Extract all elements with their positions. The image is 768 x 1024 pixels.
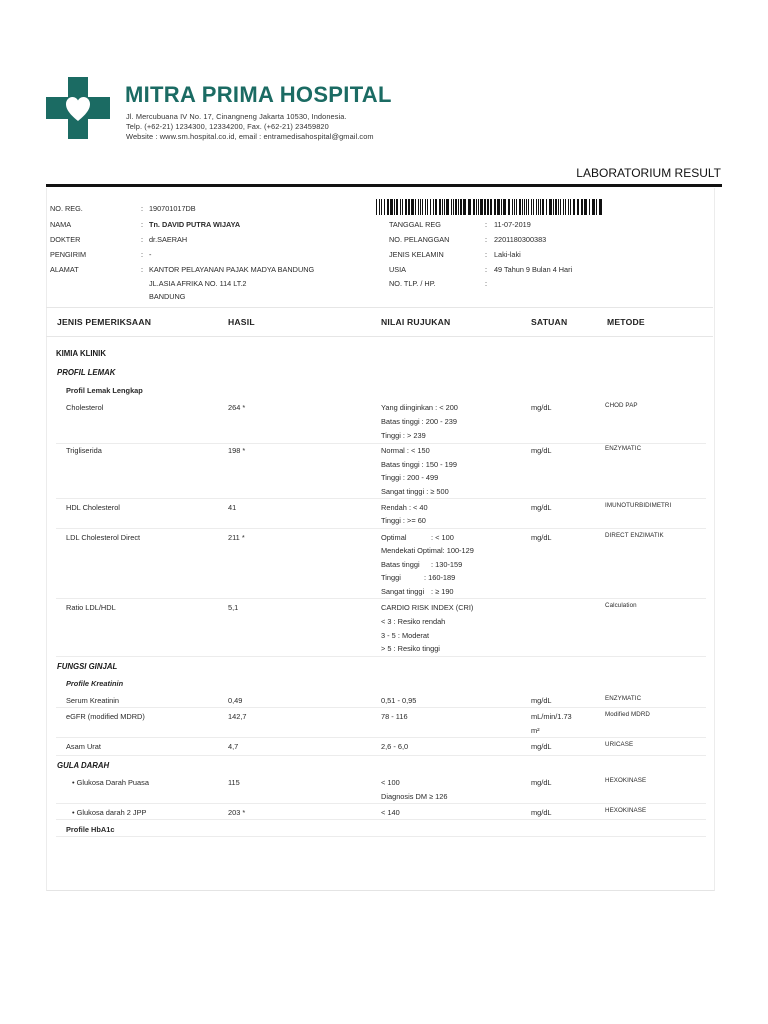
ref-range: < 100 [381, 778, 400, 787]
test-result: 5,1 [228, 603, 239, 612]
sep: : [485, 279, 488, 288]
sep: : [141, 220, 144, 229]
label-usia: USIA [389, 265, 407, 274]
test-name: HDL Cholesterol [66, 503, 120, 512]
ref-range: 2,6 - 6,0 [381, 742, 409, 751]
test-name: Cholesterol [66, 403, 104, 412]
unit: mg/dL [531, 696, 552, 705]
ref-label: Optimal [381, 533, 407, 542]
test-name: Asam Urat [66, 742, 101, 751]
row-divider [56, 819, 706, 820]
ref-range: Tinggi : > 239 [381, 431, 426, 440]
row-divider [56, 498, 706, 499]
hospital-name: MITRA PRIMA HOSPITAL [125, 82, 392, 107]
test-result: 41 [228, 503, 237, 512]
col-satuan: SATUAN [531, 317, 568, 327]
value-pengirim: - [149, 250, 152, 259]
subsection-profile-hba1c: Profile HbA1c [66, 825, 115, 834]
method: CHOD PAP [605, 402, 638, 409]
row-divider [56, 836, 706, 837]
test-result: 0,49 [228, 696, 243, 705]
test-name: Trigliserida [66, 446, 102, 455]
sep: : [485, 220, 488, 229]
ref-range: Normal : < 150 [381, 446, 430, 455]
test-result: 211 * [228, 533, 245, 542]
ref-range: < 3 : Resiko rendah [381, 617, 446, 626]
value-jenis-kelamin: Laki-laki [494, 250, 521, 259]
unit: mL/min/1.73 [531, 712, 572, 721]
value-nama: Tn. DAVID PUTRA WIJAYA [149, 220, 241, 229]
value-alamat-3: BANDUNG [149, 292, 186, 301]
subsection-profile-kreatinin: Profile Kreatinin [66, 679, 124, 688]
ref-range: 0,51 - 0,95 [381, 696, 417, 705]
method: ENZYMATIC [605, 695, 642, 702]
report-title: LABORATORIUM RESULT [576, 166, 721, 180]
ref-value: : 160-189 [424, 573, 456, 582]
test-result: 115 [228, 778, 240, 787]
value-no-pelanggan: 2201180300383 [494, 235, 547, 244]
unit: mg/dL [531, 403, 552, 412]
header-divider [46, 184, 722, 187]
ref-range: CARDIO RISK INDEX (CRI) [381, 603, 474, 612]
section-gula-darah: GULA DARAH [57, 761, 110, 770]
row-divider [56, 803, 706, 804]
ref-label: Mendekati Optimal: 100-129 [381, 546, 474, 555]
sep: : [485, 265, 488, 274]
ref-range: Batas tinggi : 200 - 239 [381, 417, 458, 426]
label-no-pelanggan: NO. PELANGGAN [389, 235, 450, 244]
value-dokter: dr.SAERAH [149, 235, 188, 244]
row-divider [56, 737, 706, 738]
ref-range: Batas tinggi : 150 - 199 [381, 460, 458, 469]
ref-range: 78 - 116 [381, 712, 408, 721]
test-result: 4,7 [228, 742, 239, 751]
ref-range: Rendah : < 40 [381, 503, 428, 512]
method: DIRECT ENZIMATIK [605, 532, 664, 539]
test-name: Serum Kreatinin [66, 696, 119, 705]
label-jenis-kelamin: JENIS KELAMIN [389, 250, 444, 259]
test-result: 198 * [228, 446, 246, 455]
test-result: 203 * [228, 808, 246, 817]
method: IMUNOTURBIDIMETRI [605, 502, 672, 509]
col-nilai-rujukan: NILAI RUJUKAN [381, 317, 451, 327]
label-dokter: DOKTER [50, 235, 81, 244]
value-usia: 49 Tahun 9 Bulan 4 Hari [494, 265, 573, 274]
section-profil-lemak: PROFIL LEMAK [57, 368, 116, 377]
section-fungsi-ginjal: FUNGSI GINJAL [57, 662, 118, 671]
address-line-3: Website : www.sm.hospital.co.id, email : entramedisahospital@gmail.com [126, 132, 374, 141]
row-divider [56, 528, 706, 529]
unit: mg/dL [531, 808, 552, 817]
test-name: eGFR (modified MDRD) [66, 712, 145, 721]
method: URICASE [605, 741, 634, 748]
value-tanggal-reg: 11-07-2019 [494, 220, 531, 229]
cross-heart-icon [46, 77, 110, 139]
method: HEXOKINASE [605, 777, 647, 784]
label-pengirim: PENGIRIM [50, 250, 87, 259]
col-jenis-pemeriksaan: JENIS PEMERIKSAAN [57, 317, 152, 327]
unit: mg/dL [531, 742, 552, 751]
col-metode: METODE [607, 317, 645, 327]
ref-range: > 5 : Resiko tinggi [381, 644, 440, 653]
row-divider [56, 443, 706, 444]
divider [46, 307, 713, 308]
label-nama: NAMA [50, 220, 72, 229]
value-alamat-2: JL.ASIA AFRIKA NO. 114 LT.2 [149, 279, 247, 288]
address-line-1: Jl. Mercubuana IV No. 17, Cinangneng Jakarta 10530, Indonesia. [126, 112, 347, 121]
row-divider [56, 755, 706, 756]
method: Modified MDRD [605, 711, 650, 718]
ref-range: Tinggi : >= 60 [381, 516, 426, 525]
ref-range: Diagnosis DM ≥ 126 [381, 792, 448, 801]
method: HEXOKINASE [605, 807, 647, 814]
ref-label: Batas tinggi [381, 560, 420, 569]
col-hasil: HASIL [228, 317, 255, 327]
ref-value: : ≥ 190 [431, 587, 454, 596]
ref-range: < 140 [381, 808, 400, 817]
section-kimia-klinik: KIMIA KLINIK [56, 349, 106, 358]
ref-range: 3 - 5 : Moderat [381, 631, 430, 640]
test-result: 264 * [228, 403, 246, 412]
unit: mg/dL [531, 778, 552, 787]
subsection-profil-lemak-lengkap: Profil Lemak Lengkap [66, 386, 143, 395]
sep: : [485, 235, 488, 244]
ref-value: : < 100 [431, 533, 454, 542]
sep: : [141, 235, 144, 244]
address-line-2: Telp. (+62-21) 1234300, 12334200, Fax. (+62-21) 23459820 [126, 122, 329, 131]
ref-range: Yang diinginkan : < 200 [381, 403, 458, 412]
sep: : [141, 265, 144, 274]
barcode-icon [376, 199, 602, 215]
ref-value: : 130-159 [431, 560, 463, 569]
row-divider [56, 656, 706, 657]
test-name: Ratio LDL/HDL [66, 603, 116, 612]
ref-range: Sangat tinggi : ≥ 500 [381, 487, 449, 496]
value-alamat-1: KANTOR PELAYANAN PAJAK MADYA BANDUNG [149, 265, 315, 274]
sep: : [141, 250, 144, 259]
sep: : [141, 204, 144, 213]
label-no-tlp: NO. TLP. / HP. [389, 279, 436, 288]
value-no-reg: 190701017DB [149, 204, 196, 213]
row-divider [56, 598, 706, 599]
method: Calculation [605, 602, 637, 609]
test-result: 142,7 [228, 712, 247, 721]
sep: : [485, 250, 488, 259]
divider [46, 336, 713, 337]
method: ENZYMATIC [605, 445, 642, 452]
row-divider [56, 707, 706, 708]
unit: mg/dL [531, 503, 552, 512]
label-alamat: ALAMAT [50, 265, 79, 274]
test-name: LDL Cholesterol Direct [66, 533, 141, 542]
unit: mg/dL [531, 446, 552, 455]
unit: mg/dL [531, 533, 552, 542]
label-no-reg: NO. REG. [50, 204, 83, 213]
test-name: • Glukosa darah 2 JPP [72, 808, 147, 817]
ref-label: Tinggi [381, 573, 401, 582]
test-name: • Glukosa Darah Puasa [72, 778, 149, 787]
ref-range: Tinggi : 200 - 499 [381, 473, 439, 482]
ref-label: Sangat tinggi [381, 587, 425, 596]
unit: m² [531, 726, 540, 735]
label-tanggal-reg: TANGGAL REG [389, 220, 441, 229]
